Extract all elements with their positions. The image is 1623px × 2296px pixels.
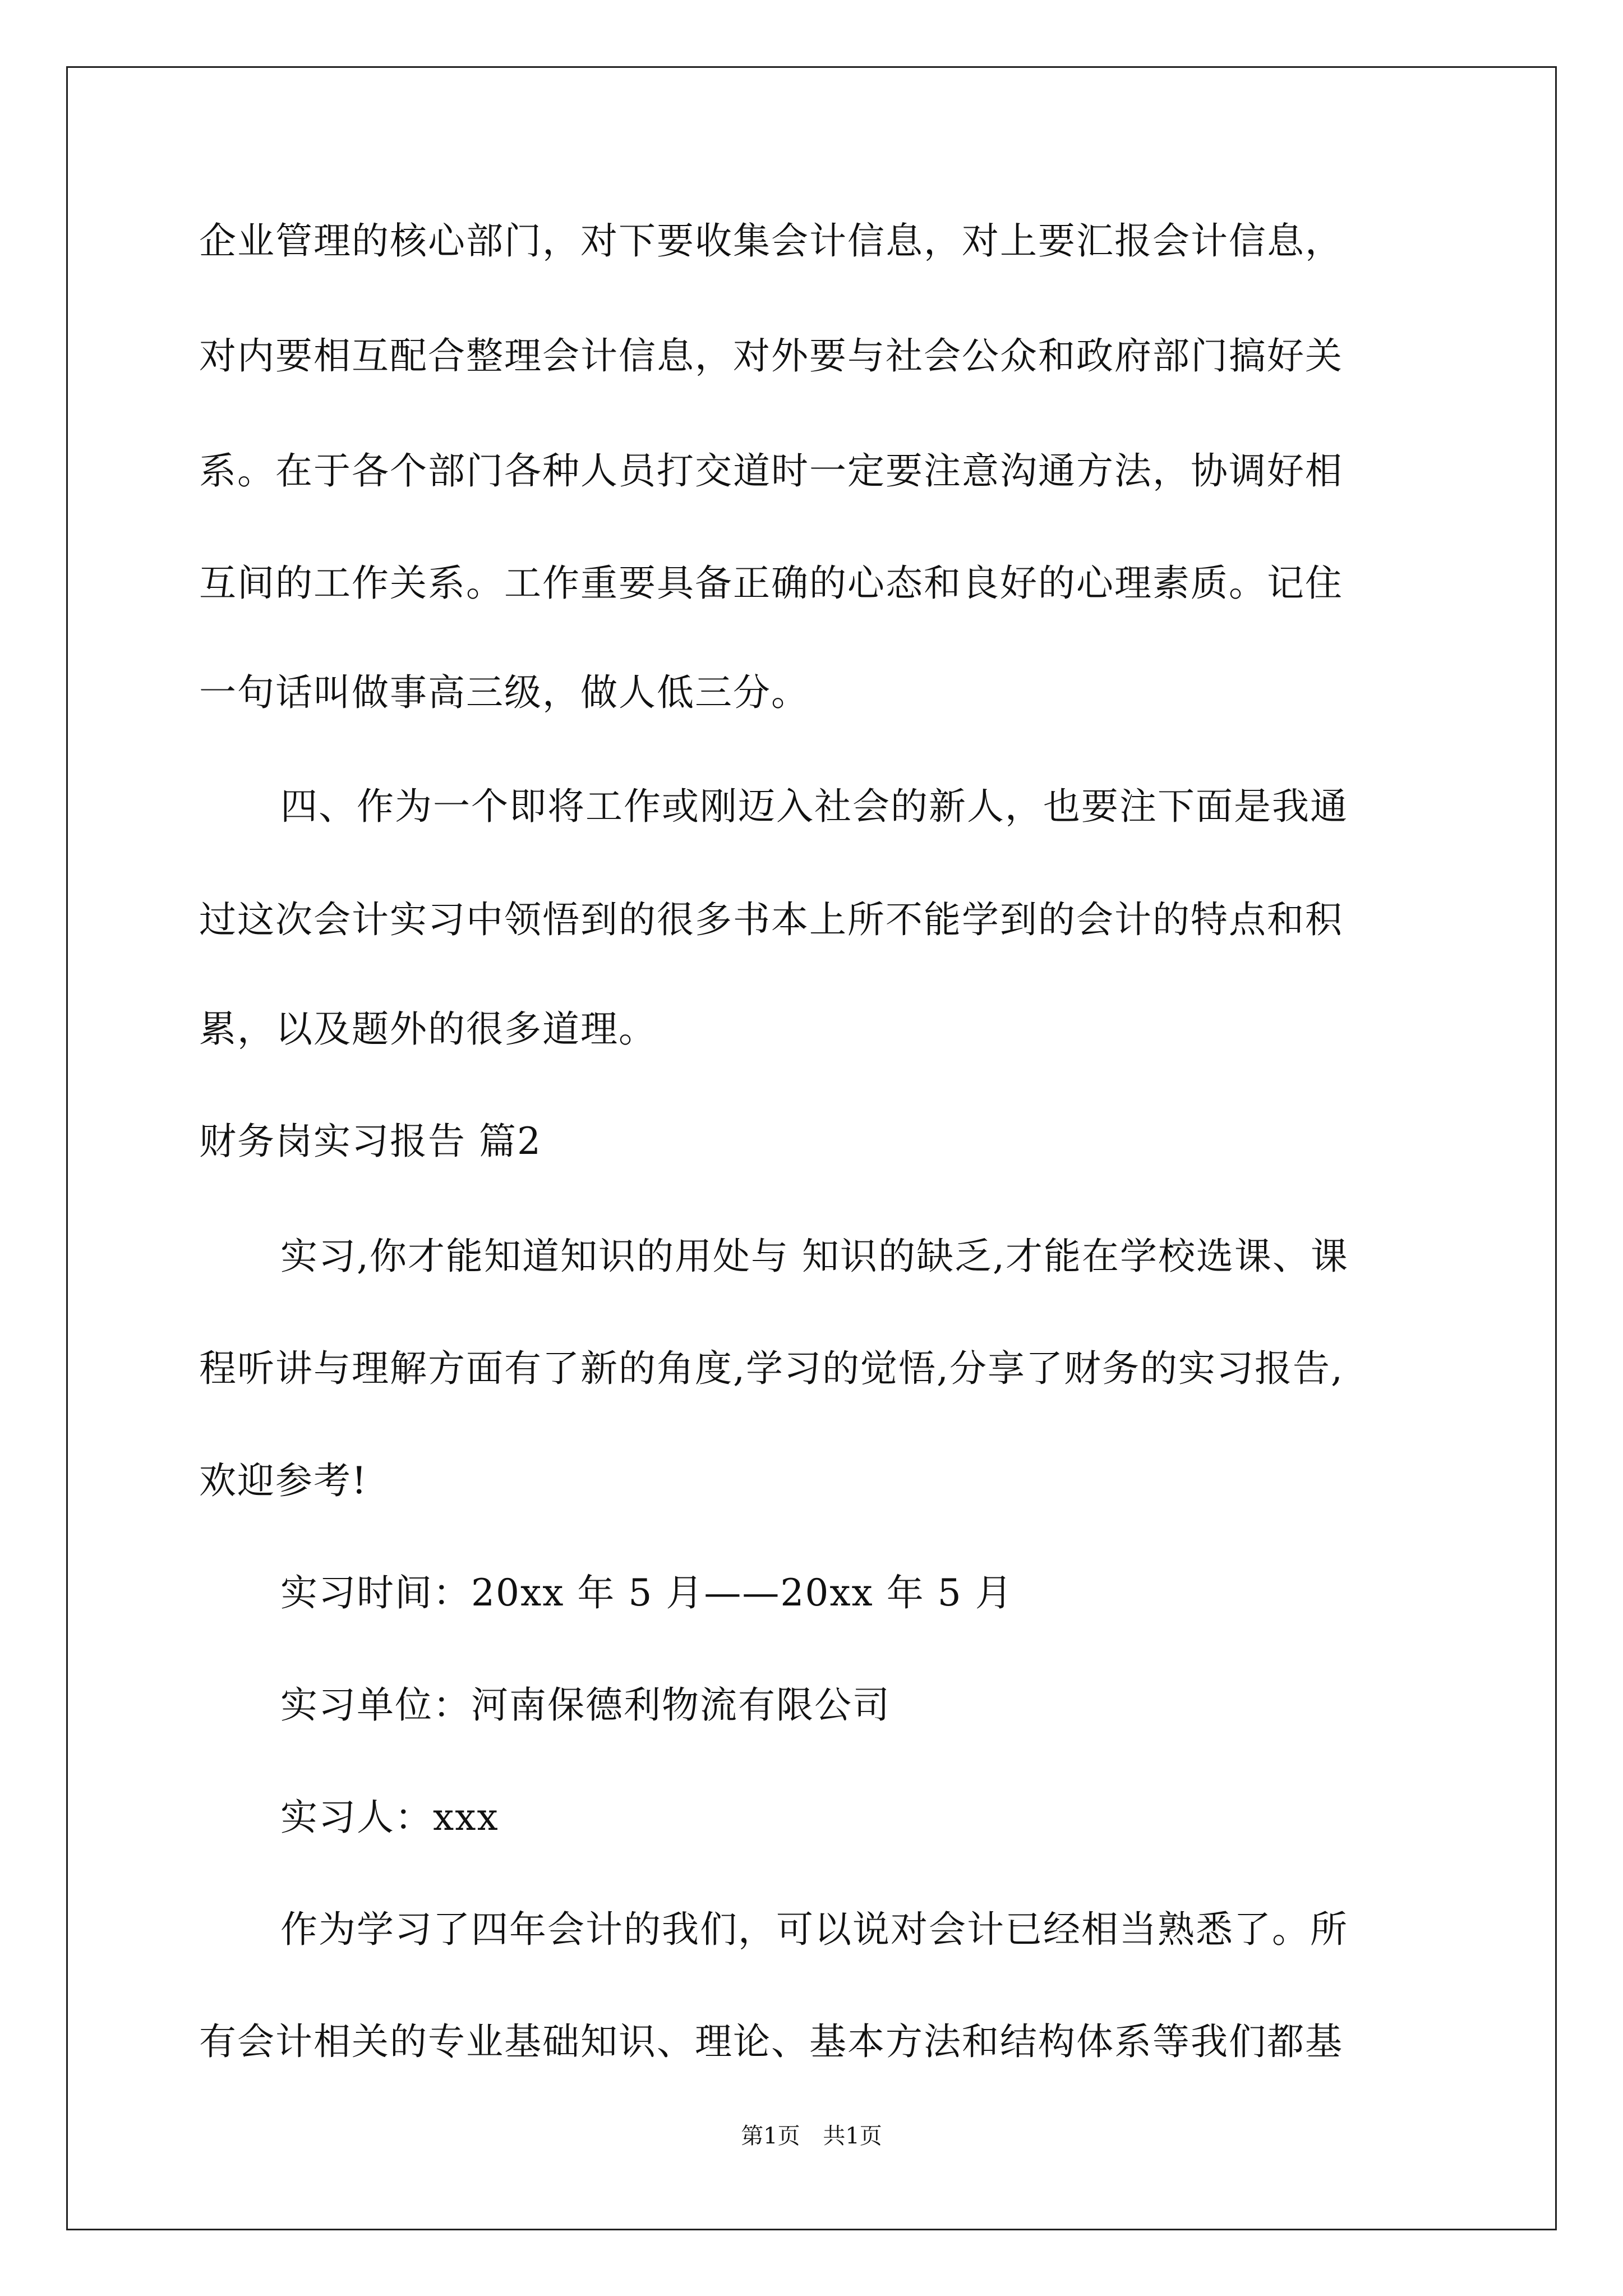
- body-line: 程听讲与理解方面有了新的角度,学习的觉悟,分享了财务的实习报告,: [199, 1347, 1344, 1390]
- body-line: 有会计相关的专业基础知识、理论、基本方法和结构体系等我们都基: [199, 2020, 1343, 2063]
- body-line: 一句话叫做事高三级，做人低三分。: [199, 671, 809, 714]
- body-line: 累，以及题外的很多道理。: [199, 1007, 657, 1051]
- page-total: 共1页: [823, 2123, 882, 2149]
- body-line: 企业管理的核心部门，对下要收集会计信息，对上要汇报会计信息，: [199, 219, 1343, 263]
- body-line: 四、作为一个即将工作或刚迈入社会的新人，也要注下面是我通: [280, 785, 1348, 828]
- page-footer: [0, 2122, 1623, 2150]
- body-line: 欢迎参考!: [199, 1459, 368, 1502]
- body-line: 过这次会计实习中领悟到的很多书本上所不能学到的会计的特点和积: [199, 898, 1343, 941]
- body-line: 实习,你才能知道知识的用处与 知识的缺乏,才能在学校选课、课: [280, 1235, 1349, 1278]
- section-heading: 财务岗实习报告 篇2: [199, 1120, 542, 1163]
- info-line-person: 实习人：xxx: [280, 1796, 499, 1839]
- page-number: 第1页: [741, 2123, 800, 2149]
- body-line: 作为学习了四年会计的我们，可以说对会计已经相当熟悉了。所: [280, 1908, 1348, 1951]
- body-line: 系。在于各个部门各种人员打交道时一定要注意沟通方法，协调好相: [199, 449, 1343, 493]
- info-line-time: 实习时间：20xx 年 5 月——20xx 年 5 月: [280, 1571, 1013, 1614]
- body-line: 对内要相互配合整理会计信息，对外要与社会公众和政府部门搞好关: [199, 334, 1343, 378]
- body-line: 互间的工作关系。工作重要具备正确的心态和良好的心理素质。记住: [199, 562, 1343, 605]
- info-line-unit: 实习单位：河南保德利物流有限公司: [280, 1683, 891, 1727]
